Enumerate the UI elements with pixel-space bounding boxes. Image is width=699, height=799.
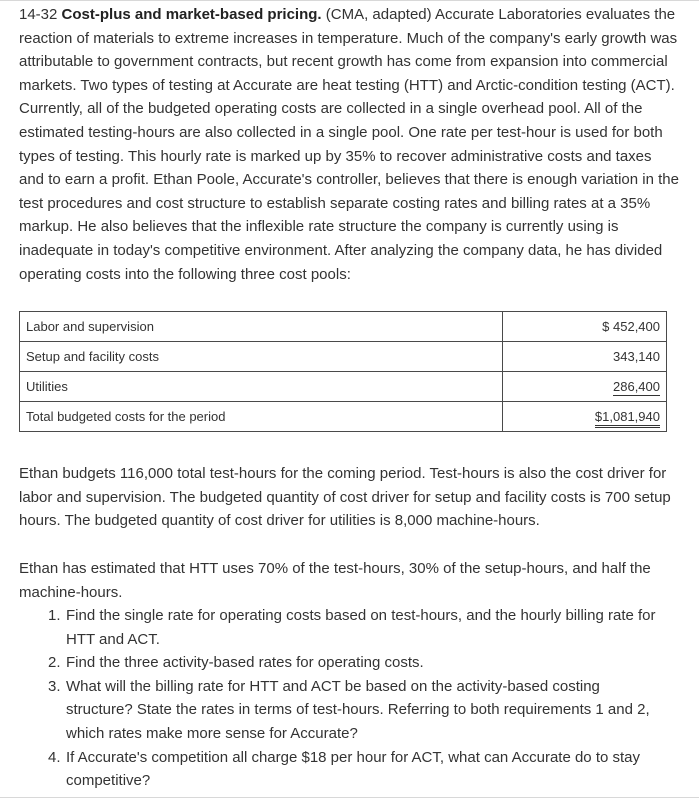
- requirement-text: If Accurate's competition all charge $18 per hour for ACT, what can Accurate do to stay competitive?: [66, 748, 641, 790]
- usage-paragraph: Ethan has estimated that HTT uses 70% of the test-hours, 30% of the setup-hours, and half the machine-hours.: [19, 560, 651, 601]
- cost-amount-value: 343,140: [613, 349, 660, 364]
- table-row: [20, 402, 667, 432]
- problem-title: Cost-plus and market-based pricing.: [61, 6, 322, 23]
- cost-label: Setup and facility costs: [20, 342, 503, 372]
- total-label: Total budgeted costs for the period: [20, 402, 503, 432]
- problem-number: 14-32: [19, 6, 58, 23]
- requirement-text: What will the billing rate for HTT and ACT be based on the activity-based costing structure? State the rates in terms of test-hours. Referring to both requirements 1 and 2, which rates make more sense for Accurate?: [66, 677, 650, 742]
- budget-paragraph: Ethan budgets 116,000 total test-hours for the coming period. Test-hours is also the cost driver for labor and supervision. The budgeted quantity of cost driver for setup and facility costs is 700 setup hours. The budgeted quantity of cost driver for utilities is 8,000 machine-hours.: [19, 465, 671, 530]
- bottom-divider: [0, 797, 699, 798]
- requirement-number: 3.: [48, 677, 61, 695]
- cost-pools-table: [19, 311, 667, 432]
- problem-intro: [19, 3, 679, 286]
- list-item: [29, 651, 669, 675]
- problem-source: (CMA, adapted): [325, 6, 432, 23]
- list-item: [29, 604, 669, 651]
- requirement-number: 1.: [48, 607, 61, 624]
- total-amount: [503, 402, 667, 432]
- requirements-list: [29, 604, 669, 793]
- cost-amount: [503, 312, 667, 342]
- requirement-text: Find the three activity-based rates for operating costs.: [66, 654, 424, 672]
- requirement-number: 4.: [48, 748, 61, 766]
- problem-intro-text: Accurate Laboratories evaluates the reaction of materials to extreme increases in temperature. Much of the company's early growth was attributable to government contracts, but recent growth has come from expansion into commercial markets. Two types of testing at Accurate are heat testing (HTT) and Arctic-condition testing (ACT). Currently, all of the budgeted operating costs are collected in a single overhead pool. All of the estimated testing-hours are also collected in a single pool. One rate per test-hour is used for both types of testing. This hourly rate is marked up by 35% to recover administrative costs and taxes and to earn a profit. Ethan Poole, Accurate's controller, believes that there is enough variation in the test procedures and cost structure to establish separate costing rates and billing rates at a 35% markup. He also believes that the inflexible rate structure the company is currently using is inadequate in today's competitive environment. After analyzing the company data, he has divided operating costs into the following three cost pools:: [19, 6, 679, 283]
- total-amount-value: $1,081,940: [595, 409, 660, 428]
- requirement-number: 2.: [48, 654, 61, 672]
- cost-amount: [503, 342, 667, 372]
- list-item: [29, 746, 669, 793]
- cost-amount-value: 286,400: [613, 379, 660, 394]
- list-item: [29, 675, 669, 746]
- requirement-text: Find the single rate for operating costs based on test-hours, and the hourly billing rate for HTT and ACT.: [66, 607, 656, 648]
- table-row: [20, 312, 667, 342]
- table-row: [20, 372, 667, 402]
- table-row: [20, 342, 667, 372]
- cost-label: Utilities: [20, 372, 503, 402]
- cost-amount: [503, 372, 667, 402]
- top-divider: [0, 0, 699, 1]
- cost-label: Labor and supervision: [20, 312, 503, 342]
- cost-amount-value: $ 452,400: [602, 319, 660, 334]
